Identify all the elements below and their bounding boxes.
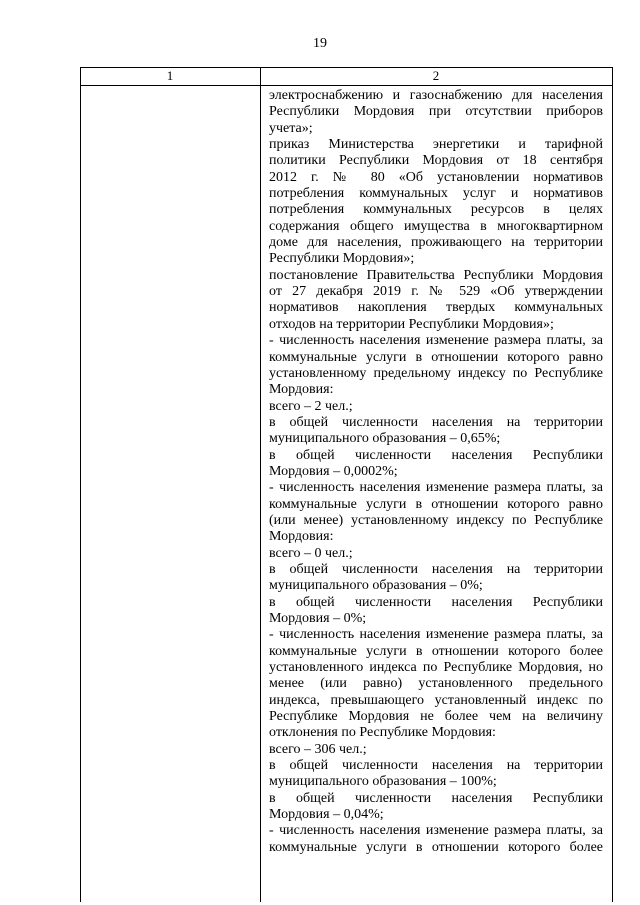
table-border-left [80, 67, 81, 902]
text-line: нормативов накопления твердых коммунальных [269, 300, 603, 316]
text-line: в общей численности населения на территории [269, 758, 603, 774]
text-line: в общей численности населения Республики [269, 447, 603, 463]
text-line: коммунальные услуги в отношении которого более [269, 643, 603, 659]
text-line: Мордовия: [269, 529, 334, 545]
text-line: отклонения по Республике Мордовия: [269, 725, 496, 741]
text-line: в общей численности населения Республики [269, 790, 603, 806]
table-column-divider [260, 67, 261, 902]
text-line: Мордовия: [269, 382, 334, 398]
text-line: постановление Правительства Республики Мордовия [269, 267, 603, 283]
text-line: коммунальные услуги в отношении которого более [269, 839, 603, 855]
text-line: Республике Мордовия не более чем на величину [269, 709, 603, 725]
table-border-right [612, 67, 613, 902]
text-line: в общей численности населения на территории [269, 414, 603, 430]
column-header-1: 1 [166, 68, 174, 83]
text-line: потребления коммунальных услуг и нормативов [269, 186, 603, 202]
text-line: всего – 306 чел.; [269, 741, 367, 757]
text-line: - численность населения изменение размера платы, за [269, 627, 603, 643]
text-line: отходов на территории Республики Мордовия»; [269, 316, 554, 332]
table-header-divider [80, 85, 613, 86]
text-line: установленного индекса по Республике Мордовия, но [269, 660, 603, 676]
text-line: в общей численности населения на территории [269, 561, 603, 577]
table-border-top [80, 67, 613, 68]
text-line: приказ Министерства энергетики и тарифной [269, 137, 603, 153]
text-line: всего – 2 чел.; [269, 398, 353, 414]
text-line: электроснабжению и газоснабжению для населения [269, 88, 603, 103]
text-line: 2012 г. № 80 «Об установлении нормативов [269, 169, 603, 185]
column-header-2: 2 [432, 68, 440, 83]
text-line: учета»; [269, 120, 313, 136]
document-table [80, 67, 613, 902]
text-line: - численность населения изменение размера платы, за [269, 480, 603, 496]
text-line: муниципального образования – 0,65%; [269, 431, 501, 447]
column-2-text [269, 88, 603, 856]
text-line: - численность населения изменение размера платы, за [269, 823, 603, 839]
text-line: менее (или равно) установленного предельного [269, 676, 603, 692]
text-line: установленному предельному индексу по Республике [269, 365, 603, 381]
text-line: политики Республики Мордовия от 18 сентября [269, 153, 603, 169]
text-line: Мордовия – 0,0002%; [269, 463, 398, 479]
text-line: Республики Мордовия при отсутствии приборов [269, 104, 603, 120]
text-line: муниципального образования – 0%; [269, 578, 483, 594]
text-line: потребления коммунальных ресурсов в целях [269, 202, 603, 218]
page-number: 19 [313, 36, 327, 51]
text-line: Мордовия – 0%; [269, 611, 367, 626]
text-line: (или менее) установленному индексу по Республике [269, 512, 603, 528]
text-line: от 27 декабря 2019 г. № 529 «Об утверждении [269, 284, 603, 300]
text-line: Мордовия – 0,04%; [269, 807, 384, 823]
text-line: доме для населения, проживающего на территории [269, 235, 603, 251]
text-line: индекса, превышающего установленный индекс по [269, 692, 603, 708]
text-line: Республики Мордовия»; [269, 251, 415, 267]
text-line: коммунальные услуги в отношении которого равно [269, 496, 603, 512]
text-line: - численность населения изменение размера платы, за [269, 333, 603, 349]
text-line: содержания общего имущества в многоквартирном [269, 218, 603, 234]
text-line: в общей численности населения Республики [269, 594, 603, 610]
text-line: всего – 0 чел.; [269, 545, 353, 561]
text-line: муниципального образования – 100%; [269, 774, 497, 790]
text-line: коммунальные услуги в отношении которого равно [269, 349, 603, 365]
